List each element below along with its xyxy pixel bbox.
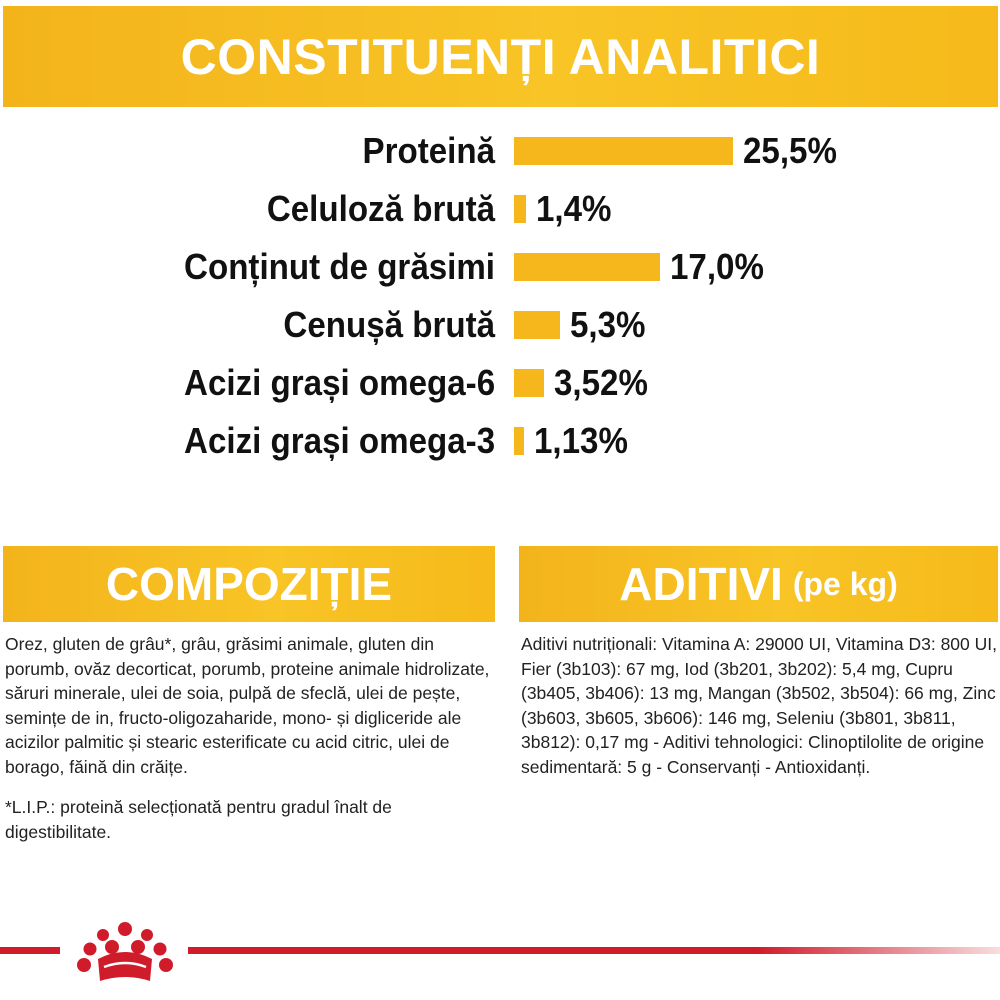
additives-title-suffix: (pe kg)	[792, 565, 898, 602]
analytics-value: 3,52%	[554, 362, 648, 403]
analytics-bar	[514, 253, 660, 281]
analytics-label: Celuloză brută	[266, 188, 495, 229]
analytics-bar	[514, 311, 560, 339]
composition-banner	[3, 546, 495, 622]
footer-rule	[188, 947, 1000, 954]
additives-title: ADITIVI	[619, 558, 783, 610]
analytics-value: 5,3%	[570, 304, 646, 345]
analytics-row-omega3	[0, 412, 1000, 470]
analytics-value: 17,0%	[670, 246, 764, 287]
analytics-value: 1,4%	[536, 188, 612, 229]
analytics-label: Proteină	[362, 130, 495, 171]
analytics-bar	[514, 427, 524, 455]
analytics-bar	[514, 137, 733, 165]
additives-text: Aditivi nutriționali: Vitamina A: 29000 UI, Vitamina D3: 800 UI, Fier (3b103): 67 mg, Iod (3b201, 3b202): 5,4 mg, Cupru (3b405, 3b406): 13 mg, Mangan (3b502, 3b504): 66 mg, Zinc (3b603, 3b605, 3b606): 146 mg, Seleniu (3b801, 3b811, 3b812): 0,17 mg - Aditivi tehnologici: Clinoptilolite de origine sedimentară: 5 g - Conservanți - Antioxidanți.	[521, 634, 997, 777]
analytics-label: Cenușă brută	[283, 304, 495, 345]
footer-rule-left	[0, 947, 60, 954]
analytics-banner	[3, 6, 998, 107]
analytics-row-fibre	[0, 180, 1000, 238]
analytics-bar	[514, 195, 526, 223]
analytics-label: Acizi grași omega-6	[183, 362, 495, 403]
additives-banner	[519, 546, 998, 622]
royal-canin-crown-icon	[70, 915, 180, 995]
analytics-label: Conținut de grăsimi	[184, 246, 495, 287]
analytics-value: 25,5%	[743, 130, 837, 171]
analytics-row-ash	[0, 296, 1000, 354]
analytics-row-protein	[0, 122, 1000, 180]
composition-text: Orez, gluten de grâu*, grâu, grăsimi animale, gluten din porumb, ovăz decorticat, porumb, proteine animale hidrolizate, săruri minerale, ulei de soia, pulpă de sfeclă, ulei de pește, semințe de in, fructo-oligozaharide, mono- și digliceride ale acizilor palmitic și stearic esterificate cu acid citric, ulei de borago, făină din crăițe.	[5, 634, 490, 777]
composition-title: COMPOZIȚIE	[105, 558, 393, 610]
analytics-bar	[514, 369, 544, 397]
analytics-title: CONSTITUENȚI ANALITICI	[180, 28, 821, 85]
analytics-value: 1,13%	[534, 420, 628, 461]
composition-note: *L.I.P.: proteină selecționată pentru gradul înalt de digestibilitate.	[5, 797, 392, 842]
analytics-label: Acizi grași omega-3	[183, 420, 495, 461]
analytics-row-fat	[0, 238, 1000, 296]
analytics-row-omega6	[0, 354, 1000, 412]
